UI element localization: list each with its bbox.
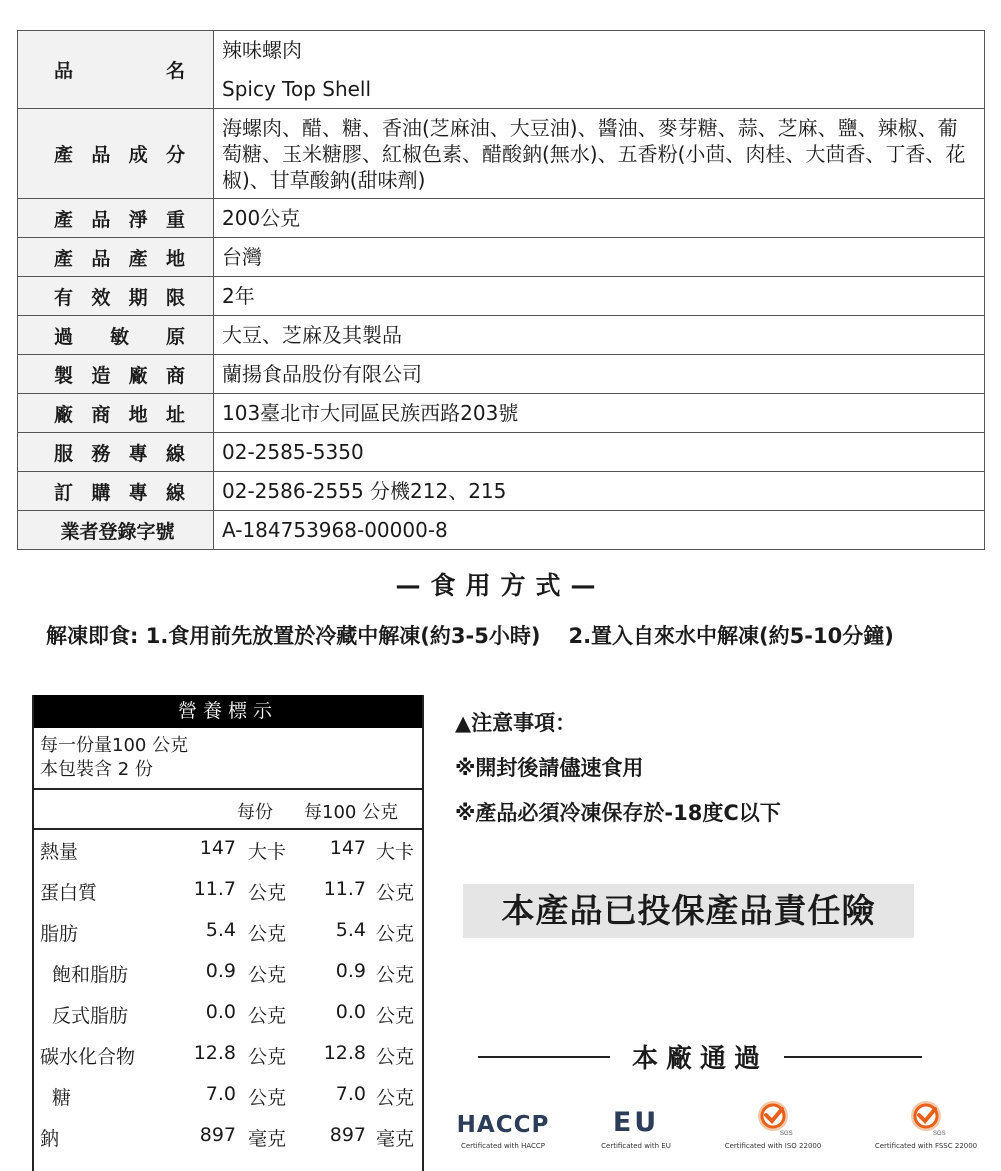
- cert-caption: Certificated with ISO 22000: [724, 1142, 822, 1150]
- serving-info: [34, 728, 422, 790]
- row-label: 服務專線: [18, 433, 214, 472]
- value-per-serving: 12.8: [193, 1042, 236, 1064]
- insurance-banner: 本產品已投保產品責任險: [463, 884, 914, 938]
- nutrient-name: 鈉: [40, 1128, 60, 1150]
- usage-title: —食用方式—: [395, 571, 606, 600]
- nutrition-facts-panel: [32, 695, 424, 1171]
- notes-title: ▲注意事項：: [455, 711, 577, 735]
- row-label: 產品成分: [18, 109, 214, 199]
- row-label: 品 名: [18, 31, 214, 109]
- row-value: 02-2585-5350: [214, 433, 985, 472]
- value-per-serving: 5.4: [205, 919, 236, 941]
- row-value: [214, 31, 985, 109]
- unit-per-serving: 公克: [248, 1046, 287, 1068]
- notes-section: [455, 708, 781, 843]
- unit-per-100g: 公克: [376, 964, 415, 986]
- serving-size: 每一份量100 公克: [40, 735, 189, 756]
- nutrition-row: [34, 1076, 422, 1117]
- unit-per-serving: 公克: [248, 1005, 287, 1027]
- certification-title-bar: [478, 1036, 922, 1076]
- note-item: ※產品必須冷凍保存於-18度C以下: [455, 801, 781, 825]
- value-per-serving: 11.7: [193, 878, 236, 900]
- unit-per-serving: 公克: [248, 964, 287, 986]
- nutrition-title: 營養標示: [34, 695, 422, 728]
- cert-iso22000: [698, 1098, 848, 1150]
- unit-per-100g: 公克: [376, 1087, 415, 1109]
- nutrient-name: 熱量: [40, 841, 79, 863]
- unit-per-100g: 大卡: [376, 841, 415, 863]
- row-value: 2年: [214, 277, 985, 316]
- nutrition-row: [34, 871, 422, 912]
- table-row: [18, 394, 985, 433]
- sgs-check-icon: [851, 1098, 1001, 1138]
- nutrition-row: [34, 1035, 422, 1076]
- product-name-zh: 辣味螺肉: [222, 37, 302, 62]
- unit-per-serving: 公克: [248, 923, 287, 945]
- product-name-en: Spicy Top Shell: [222, 76, 372, 101]
- nutrition-row: [34, 1117, 422, 1158]
- row-label: 訂購專線: [18, 472, 214, 511]
- nutrient-name: 反式脂肪: [52, 1005, 129, 1027]
- table-row: [18, 31, 985, 109]
- value-per-serving: 0.9: [205, 960, 236, 982]
- table-row: [18, 433, 985, 472]
- nutrition-row: [34, 830, 422, 871]
- table-row: [18, 199, 985, 238]
- nutrition-rows: [34, 830, 422, 1158]
- nutrient-name: 飽和脂肪: [52, 964, 129, 986]
- nutrient-name: 碳水化合物: [40, 1046, 136, 1068]
- haccp-logo: HACCP: [456, 1112, 550, 1138]
- unit-per-serving: 大卡: [248, 841, 287, 863]
- value-per-100g: 5.4: [335, 919, 366, 941]
- table-row: [18, 109, 985, 199]
- col-per-serving: 每份: [237, 802, 273, 823]
- unit-per-100g: 毫克: [376, 1128, 415, 1150]
- table-row: [18, 355, 985, 394]
- unit-per-100g: 公克: [376, 923, 415, 945]
- cert-fssc22000: [851, 1098, 1001, 1150]
- row-value: 台灣: [214, 238, 985, 277]
- value-per-100g: 897: [329, 1124, 366, 1146]
- ingredients-value: 海螺肉、醋、糖、香油(芝麻油、大豆油)、醬油、麥芽糖、蒜、芝麻、鹽、辣椒、葡萄糖、玉米糖膠、紅椒色素、醋酸鈉(無水)、五香粉(小茴、肉桂、大茴香、丁香、花椒)、甘草酸鈉(甜味劑): [214, 109, 985, 199]
- value-per-100g: 0.0: [335, 1001, 366, 1023]
- usage-step-1: 1.食用前先放置於冷藏中解凍(約3-5小時): [145, 624, 541, 648]
- value-per-100g: 12.8: [323, 1042, 366, 1064]
- value-per-100g: 7.0: [335, 1083, 366, 1105]
- product-info-table: [17, 30, 985, 550]
- table-row: [18, 277, 985, 316]
- note-item: ※開封後請儘速食用: [455, 756, 644, 780]
- unit-per-serving: 公克: [248, 1087, 287, 1109]
- servings-per-pack: 本包裝含 2 份: [40, 759, 153, 780]
- row-value: 蘭揚食品股份有限公司: [214, 355, 985, 394]
- cert-caption: Certificated with EU: [601, 1142, 671, 1150]
- row-label: 過敏原: [18, 316, 214, 355]
- value-per-serving: 897: [199, 1124, 236, 1146]
- row-value: 103臺北市大同區民族西路203號: [214, 394, 985, 433]
- row-label: 有效期限: [18, 277, 214, 316]
- usage-instructions: [46, 620, 894, 650]
- nutrient-name: 脂肪: [40, 923, 79, 945]
- row-value: 大豆、芝麻及其製品: [214, 316, 985, 355]
- nutrient-name: 蛋白質: [40, 882, 98, 904]
- row-value: A-184753968-00000-8: [214, 511, 985, 550]
- sgs-text: SGS: [780, 1131, 793, 1137]
- row-label: 業者登錄字號: [18, 511, 214, 550]
- row-value: 02-2586-2555 分機212、215: [214, 472, 985, 511]
- nutrition-row: [34, 953, 422, 994]
- cert-eu: [561, 1098, 711, 1150]
- value-per-100g: 11.7: [323, 878, 366, 900]
- usage-label: 解凍即食:: [46, 624, 139, 648]
- col-per-100g: 每100 公克: [304, 802, 399, 823]
- table-row: [18, 238, 985, 277]
- nutrition-row: [34, 994, 422, 1035]
- value-per-100g: 147: [329, 837, 366, 859]
- certification-title: 本廠通過: [631, 1044, 768, 1074]
- cert-caption: Certificated with HACCP: [460, 1142, 546, 1150]
- unit-per-serving: 公克: [248, 882, 287, 904]
- usage-step-2: 2.置入自來水中解凍(約5-10分鐘): [568, 624, 894, 648]
- unit-per-serving: 毫克: [248, 1128, 287, 1150]
- nutrition-column-headers: [34, 790, 422, 830]
- table-row: [18, 472, 985, 511]
- cert-haccp: [428, 1098, 578, 1150]
- value-per-serving: 147: [199, 837, 236, 859]
- value-per-serving: 0.0: [205, 1001, 236, 1023]
- value-per-100g: 0.9: [335, 960, 366, 982]
- sgs-check-icon: [698, 1098, 848, 1138]
- row-label: 產品產地: [18, 238, 214, 277]
- table-row: [18, 511, 985, 550]
- unit-per-100g: 公克: [376, 1005, 415, 1027]
- unit-per-100g: 公克: [376, 882, 415, 904]
- cert-caption: Certificated with FSSC 22000: [874, 1142, 978, 1150]
- value-per-serving: 7.0: [205, 1083, 236, 1105]
- sgs-text: SGS: [933, 1131, 946, 1137]
- eu-logo: EU: [612, 1107, 660, 1138]
- nutrition-row: [34, 912, 422, 953]
- table-row: [18, 316, 985, 355]
- unit-per-100g: 公克: [376, 1046, 415, 1068]
- row-label: 產品淨重: [18, 199, 214, 238]
- row-label: 製造廠商: [18, 355, 214, 394]
- row-label: 廠商地址: [18, 394, 214, 433]
- row-value: 200公克: [214, 199, 985, 238]
- nutrient-name: 糖: [52, 1087, 72, 1109]
